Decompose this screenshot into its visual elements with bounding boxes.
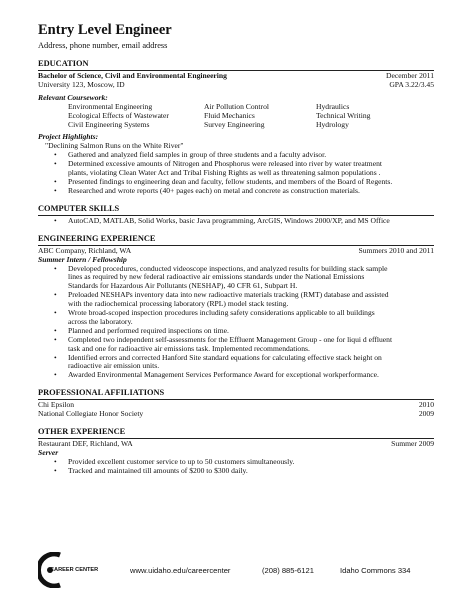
affiliations-section — [38, 388, 434, 419]
bullet-text: Determined excessive amounts of Nitrogen and Phosphorus were released into river by water treatment — [68, 159, 382, 169]
list-item — [68, 265, 434, 292]
other-section — [38, 427, 434, 476]
role-text: Summer Intern / Fellowship — [38, 254, 127, 264]
bullet-text: across the laboratory. — [68, 316, 133, 326]
logo-text: CAREER CENTER — [50, 567, 99, 573]
education-section — [38, 59, 434, 196]
bullet-text: radioactive air emission units. — [68, 361, 160, 371]
footer — [38, 552, 438, 588]
list-item — [68, 354, 434, 372]
list-item — [68, 371, 434, 380]
other-company: Restaurant DEF, Richland, WA — [38, 439, 133, 449]
affiliation-year: 2010 — [418, 400, 434, 410]
list-item: • AutoCAD, MATLAB, Solid Works, basic Java programming, ArcGIS, Windows 2000/XP, and MS Office — [68, 217, 434, 226]
course: Fluid Mechanics — [204, 110, 255, 120]
other-role-text: Server — [38, 448, 59, 457]
list-item: • Gathered and analyzed field samples in group of three students and a faculty advisor. — [68, 151, 434, 160]
list-item: • Presented findings to engineering dean and faculty, fellow students, and members of the Board of Regents. — [68, 178, 434, 187]
affiliation-row — [38, 410, 434, 419]
projects-label: Project Highlights: — [38, 132, 99, 142]
skills-heading: COMPUTER SKILLS — [38, 204, 434, 216]
course-row — [38, 121, 434, 130]
degree-date: December 2011 — [385, 71, 434, 80]
bullet-text: with the radiochemical processing laboratory (RPL) model stack testing. — [68, 299, 289, 309]
bullet-text: lines as required by new federal radioactive air emissions standards under the National Emissions — [68, 272, 365, 282]
contact-line: Address, phone number, email address — [38, 41, 168, 50]
company: ABC Company, Richland, WA — [38, 245, 132, 255]
degree: Bachelor of Science, Civil and Environmental Engineering — [38, 71, 227, 80]
experience-section — [38, 234, 434, 381]
course: Civil Engineering Systems — [68, 119, 150, 129]
experience-heading: ENGINEERING EXPERIENCE — [38, 234, 434, 246]
footer-url[interactable]: www.uidaho.edu/careercenter — [130, 566, 231, 575]
course: Hydrology — [316, 119, 349, 129]
list-item: • Tracked and maintained till amounts of $200 to $300 daily. — [68, 467, 434, 476]
course: Hydraulics — [316, 101, 350, 111]
experience-bullets — [38, 265, 434, 381]
course: Ecological Effects of Wastewater — [68, 110, 169, 120]
course: Survey Engineering — [204, 119, 265, 129]
affiliations-heading: PROFESSIONAL AFFILIATIONS — [38, 388, 434, 400]
bullet-text: Completed two independent self-assessments for the Effluent Management Group - one for liqui d effluent — [68, 334, 393, 344]
other-company-line — [38, 440, 434, 449]
resume-name: Entry Level Engineer — [38, 22, 172, 38]
list-item — [68, 160, 434, 178]
project-bullets — [38, 151, 434, 196]
list-item — [68, 336, 434, 354]
course: Technical Writing — [316, 110, 371, 120]
affiliation-year: 2009 — [418, 409, 434, 419]
skills-section — [38, 204, 434, 226]
other-bullets — [38, 458, 434, 476]
list-item: • Provided excellent customer service to up to 50 customers simultaneously. — [68, 458, 434, 467]
project-title: "Declining Salmon Runs on the White River" — [45, 141, 184, 151]
school: University 123, Moscow, ID — [38, 79, 125, 89]
course: Air Pollution Control — [204, 101, 269, 111]
affiliation-name: Chi Epsilon — [38, 400, 75, 410]
resume-page — [38, 22, 434, 476]
list-item — [68, 309, 434, 327]
gpa: GPA 3.22/3.45 — [389, 79, 434, 89]
other-heading: OTHER EXPERIENCE — [38, 427, 434, 439]
list-item — [68, 291, 434, 309]
skills-list — [38, 217, 434, 226]
bullet-text: Awarded Environmental Management Services Performance Award for exceptional workperformance. — [68, 370, 379, 380]
other-date: Summer 2009 — [391, 439, 434, 449]
school-line — [38, 81, 434, 90]
affiliation-name: National Collegiate Honor Society — [38, 409, 144, 419]
bullet-text: Preloaded NESHAPs inventory data into new radioactive materials tracking (RMT) database and assisted — [68, 290, 389, 300]
bullet-text: plants, violating Clean Water Act and Tribal Fishing Rights as well as threatening salmon populations . — [68, 168, 381, 178]
list-item: • Researched and wrote reports (40+ pages each) on metal and concrete as construction materials. — [68, 187, 434, 196]
bullet-text: task and one for radioactive air emissions task. Implemented recommendations. — [68, 343, 310, 353]
bullet-text: Wrote broad-scoped inspection procedures including safety considerations applicable to all buildings — [68, 308, 375, 318]
bullet-text: Identified errors and corrected Hanford Site standard equations for calculating effective stack height on — [68, 352, 382, 362]
company-date: Summers 2010 and 2011 — [358, 245, 434, 255]
bullet-text: Planned and performed required inspections on time. — [68, 325, 229, 335]
education-heading: EDUCATION — [38, 59, 434, 71]
bullet-text: Developed procedures, conducted videoscope inspections, and analyzed results for building stack sample — [68, 263, 388, 273]
footer-location: Idaho Commons 334 — [340, 566, 411, 575]
course: Environmental Engineering — [68, 101, 153, 111]
bullet-text: Standards for Hazardous Air Pollutants (NESHAP), 40 CFR 61, Subpart H. — [68, 281, 298, 291]
footer-phone: (208) 885-6121 — [262, 566, 314, 575]
coursework-label: Relevant Coursework: — [38, 92, 108, 102]
